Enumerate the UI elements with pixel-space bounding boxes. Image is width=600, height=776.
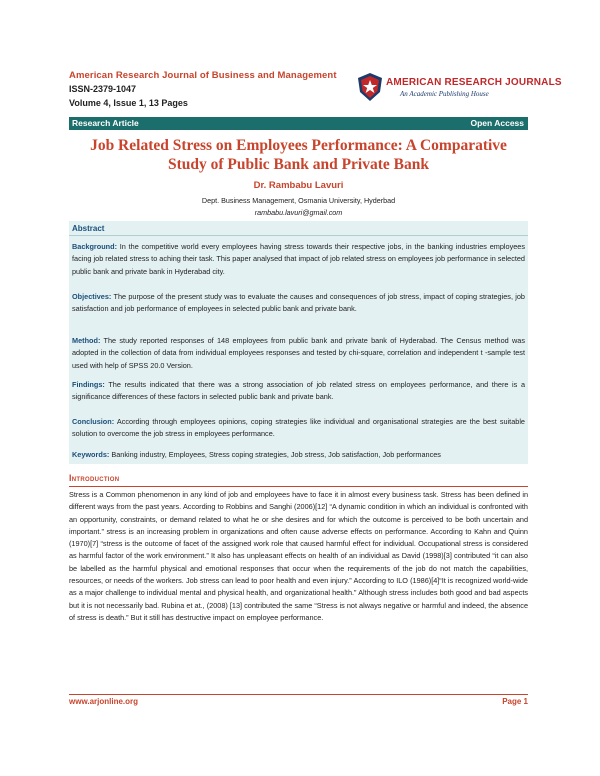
objectives-text: The purpose of the present study was to evaluate the causes and consequences of job stress, impact of coping strategies, job satisfaction and job performance of employees in selected public bank and private bank. [72,292,525,314]
access-type: Open Access [470,118,524,128]
findings-label: Findings: [72,380,105,389]
abstract-section [69,221,528,464]
page-number: Page 1 [502,697,528,706]
introduction-heading: Introduction [69,473,120,483]
article-banner [69,117,528,130]
objectives-label: Objectives: [72,292,112,301]
logo-title: AMERICAN RESEARCH JOURNALS [386,77,562,88]
issn: ISSN-2379-1047 [69,84,137,94]
abstract-objectives [72,291,525,316]
introduction-header [69,472,528,487]
abstract-keywords [72,449,525,461]
abstract-findings [72,379,525,404]
title-line-2: Study of Public Bank and Private Bank [168,156,429,173]
conclusion-label: Conclusion: [72,417,115,426]
conclusion-text: According through employees opinions, coping strategies like individual and organisational strategies are the best suitable solution to overcome the job stress in employees performance. [72,417,525,439]
abstract-header [69,221,528,236]
keywords-text: Banking industry, Employees, Stress coping strategies, Job stress, Job satisfaction, Job performances [109,450,441,459]
article-type: Research Article [72,118,139,128]
publisher-logo [356,72,562,104]
author-name: Dr. Rambabu Lavuri [253,180,344,191]
method-text: The study reported responses of 148 employees from public bank and private bank of Hyderabad. The Census method was adopted in the collection of data from individual employees responses and tested by chi-square, correlation and independent t -sample test used with help of SPSS 20.0 Version. [72,336,525,370]
volume-info: Volume 4, Issue 1, 13 Pages [69,98,188,108]
abstract-method [72,335,525,372]
background-text: In the competitive world every employees having stress towards their respective jobs, in the banking industries employees facing job related stress to aching their task. This paper analysed that impact of job related stress on employees job performance in selected public bank and private bank in Hyderabad city. [72,242,525,276]
star-shield-icon [356,72,384,102]
keywords-label: Keywords: [72,450,110,459]
logo-tagline: An Academic Publishing House [400,90,489,98]
footer-url[interactable]: www.arjonline.org [69,697,139,706]
findings-text: The results indicated that there was a strong association of job related stress on employees performance, and there is a significance differences of these factors in selected public bank and private bank. [72,380,525,402]
method-label: Method: [72,336,101,345]
introduction-body: Stress is a Common phenomenon in any kind of job and employees have to face it in almost every business task. Stress has been defined in different ways from the past years. According to Robbins and Sanghi (2006)[12] “A dynamic condition in which an individual is confronted with an opportunity, constraints, or demand related to what he or she desires and for which the outcome is perceived to be both uncertain and important.” stress is an increasing problem in organizations and often cause adverse effects on performance. According to Kahn and Quinn (1970)[7] “stress is the outcome of facet of the assigned work role that caused harmful effect for individual. Occupational stress is considered as harmful factor of the work environment.” It also has unpleasant effects on health of an individual as David (1998)[3] contributed “it can also be labelled as the harmful physical and emotional responses that occur when the requirements of the job do not match the capabilities, resources, or needs of the workers. Job stress can lead to poor health and even injury.” According to ILO (1986)[4]“It is recognized world-wide as a major challenge to individual mental and physical health, and organizational health.” Although stress includes both good and bad aspects but it is not necessarily bad. Rubina et at., (2008) [13] contributed the same “Stress is not always negative or harmful and indeed, the absence of stress is death.” But it still has destructive impact on employee performance. [69,490,528,622]
title-line-1: Job Related Stress on Employees Performance: A Comparative [90,137,507,154]
abstract-conclusion [72,416,525,441]
author-affiliation: Dept. Business Management, Osmania University, Hyderbad [201,196,396,205]
abstract-background [72,241,525,278]
author-email: rambabu.lavuri@gmail.com [254,208,343,217]
footer-divider [69,694,528,695]
background-label: Background: [72,242,117,251]
paper-title [69,136,528,174]
journal-name: American Research Journal of Business and Management [69,70,337,81]
abstract-heading: Abstract [72,224,105,233]
